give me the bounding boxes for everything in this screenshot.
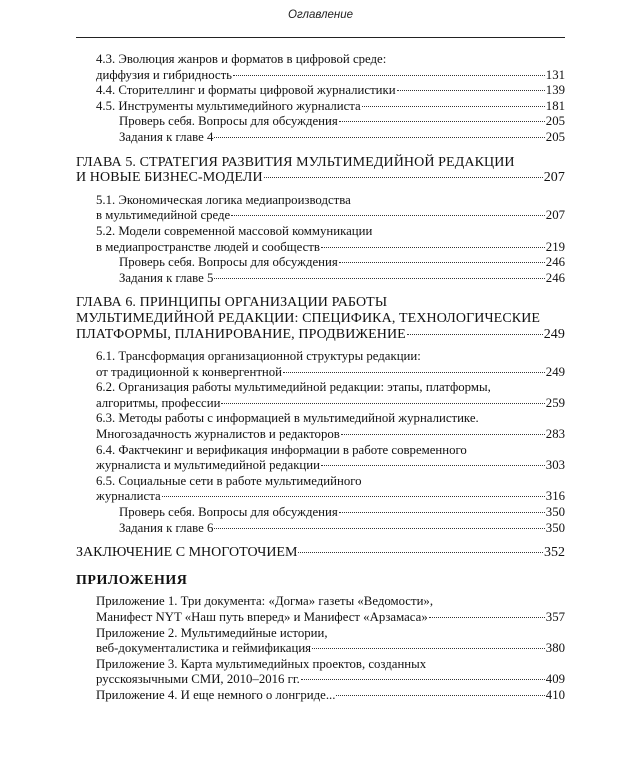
- page-number: 207: [545, 208, 565, 223]
- entry-title-line: журналиста: [96, 489, 161, 504]
- toc-section[interactable]: [76, 349, 565, 380]
- entry-title-line: Проверь себя. Вопросы для обсуждения: [119, 505, 338, 520]
- page-number: 352: [544, 545, 565, 561]
- dot-leader: [162, 496, 545, 497]
- toc-appendix-item[interactable]: [76, 626, 565, 657]
- page-number: 181: [545, 98, 565, 113]
- dot-leader: [221, 403, 544, 404]
- dot-leader: [341, 434, 545, 435]
- page-number: 380: [545, 641, 565, 656]
- toc-subsection[interactable]: [76, 521, 565, 537]
- page-number: 259: [545, 395, 565, 410]
- entry-title-line: ГЛАВА 5. СТРАТЕГИЯ РАЗВИТИЯ МУЛЬТИМЕДИЙНОЙ РЕДАКЦИИ: [76, 154, 515, 170]
- toc-section[interactable]: [76, 443, 565, 474]
- toc-section[interactable]: [76, 99, 565, 115]
- page-number: 410: [545, 687, 565, 702]
- page-number: 246: [545, 255, 565, 270]
- entry-title-line: Приложение 4. И еще немного о лонгриде...: [96, 687, 336, 702]
- toc-appendix-item[interactable]: [76, 657, 565, 688]
- entry-title-line: 4.3. Эволюция жанров и форматов в цифровой среде:: [96, 52, 387, 66]
- dot-leader: [283, 372, 545, 373]
- page-number: 350: [545, 520, 565, 535]
- entry-title-line: Проверь себя. Вопросы для обсуждения: [119, 255, 338, 270]
- page-number: 205: [545, 129, 565, 144]
- table-of-contents: [76, 52, 565, 704]
- entry-title-line: диффузия и гибридность: [96, 67, 233, 82]
- toc-subsection[interactable]: [76, 114, 565, 130]
- dot-leader: [321, 247, 545, 248]
- page-number: 139: [545, 83, 565, 98]
- dot-leader: [312, 648, 545, 649]
- entry-title-line: 4.4. Сторителлинг и форматы цифровой журналистики: [96, 83, 396, 98]
- header-rule: [76, 37, 565, 38]
- page-number: 409: [545, 672, 565, 687]
- toc-section[interactable]: [76, 193, 565, 224]
- dot-leader: [362, 106, 545, 107]
- page-number: 350: [545, 505, 565, 520]
- entry-title-line: 6.3. Методы работы с информацией в мультимедийной журналистике.: [96, 411, 479, 426]
- entry-title-line: Многозадачность журналистов и редакторов: [96, 427, 340, 442]
- entry-title-line: 5.2. Модели современной массовой коммуникации: [96, 223, 373, 238]
- entry-title-line: 6.2. Организация работы мультимедийной редакции: этапы, платформы,: [96, 380, 491, 395]
- entry-title-line: ПЛАТФОРМЫ, ПЛАНИРОВАНИЕ, ПРОДВИЖЕНИЕ: [76, 326, 406, 342]
- entry-title-line: журналиста и мультимедийной редакции: [96, 458, 320, 473]
- entry-title-line: ГЛАВА 6. ПРИНЦИПЫ ОРГАНИЗАЦИИ РАБОТЫ: [76, 295, 388, 311]
- dot-leader: [336, 695, 544, 696]
- page-number: 249: [545, 364, 565, 379]
- entry-title-line: 5.1. Экономическая логика медиапроизводства: [96, 192, 351, 207]
- entry-title-line: русскоязычными СМИ, 2010–2016 гг.: [96, 672, 300, 687]
- toc-section[interactable]: [76, 224, 565, 255]
- toc-conclusion[interactable]: [76, 545, 565, 561]
- toc-section[interactable]: [76, 411, 565, 442]
- page-number: 219: [545, 239, 565, 254]
- entry-title-line: веб-документалистика и геймификация: [96, 641, 312, 656]
- toc-chapter[interactable]: [76, 155, 565, 186]
- entry-title-line: Приложение 2. Мультимедийные истории,: [96, 625, 328, 640]
- entry-title-line: Приложение 3. Карта мультимедийных проектов, созданных: [96, 656, 427, 671]
- toc-subsection[interactable]: [76, 255, 565, 271]
- entry-title-line: Задания к главе 6: [119, 520, 214, 535]
- entry-title-line: ЗАКЛЮЧЕНИЕ С МНОГОТОЧИЕМ: [76, 545, 298, 561]
- entry-title-line: Проверь себя. Вопросы для обсуждения: [119, 114, 338, 129]
- entry-title-line: Задания к главе 5: [119, 270, 214, 285]
- toc-section[interactable]: [76, 52, 565, 83]
- dot-leader: [301, 679, 545, 680]
- page-number: 283: [545, 427, 565, 442]
- running-header: Оглавление: [288, 9, 353, 21]
- dot-leader: [339, 262, 545, 263]
- toc-subsection[interactable]: [76, 271, 565, 287]
- dot-leader: [214, 137, 544, 138]
- dot-leader: [407, 334, 543, 335]
- entry-title-line: в медиапространстве людей и сообществ: [96, 239, 320, 254]
- dot-leader: [264, 177, 543, 178]
- dot-leader: [233, 75, 545, 76]
- entry-title-line: в мультимедийной среде: [96, 208, 231, 223]
- entry-title-line: Приложение 1. Три документа: «Догма» газеты «Ведомости»,: [96, 594, 434, 609]
- toc-section[interactable]: [76, 380, 565, 411]
- dot-leader: [321, 465, 545, 466]
- entry-title-line: 6.1. Трансформация организационной структуры редакции:: [96, 349, 421, 364]
- dot-leader: [339, 121, 545, 122]
- toc-subsection[interactable]: [76, 130, 565, 146]
- entry-title-line: от традиционной к конвергентной: [96, 364, 283, 379]
- page-number: 316: [545, 489, 565, 504]
- entry-title-line: МУЛЬТИМЕДИЙНОЙ РЕДАКЦИИ: СПЕЦИФИКА, ТЕХНОЛОГИЧЕСКИЕ: [76, 310, 541, 326]
- entry-title-line: алгоритмы, профессии: [96, 395, 221, 410]
- dot-leader: [397, 90, 545, 91]
- entry-title-line: Задания к главе 4: [119, 129, 214, 144]
- dot-leader: [231, 215, 545, 216]
- entry-title-line: 6.5. Социальные сети в работе мультимедийного: [96, 473, 362, 488]
- page-number: 207: [543, 170, 565, 186]
- dot-leader: [339, 512, 545, 513]
- dot-leader: [298, 552, 543, 553]
- entry-title-line: 4.5. Инструменты мультимедийного журналиста: [96, 98, 361, 113]
- page-number: 205: [545, 114, 565, 129]
- entry-title-line: И НОВЫЕ БИЗНЕС-МОДЕЛИ: [76, 170, 263, 186]
- page-number: 303: [545, 458, 565, 473]
- page-number: 357: [545, 610, 565, 624]
- appendix-heading: ПРИЛОЖЕНИЯ: [76, 572, 188, 588]
- page-number: 249: [543, 326, 565, 342]
- dot-leader: [214, 528, 544, 529]
- toc-section[interactable]: [76, 83, 565, 99]
- entry-title-line: Манифест NYT «Наш путь вперед» и Манифест «Арзамаса»: [96, 610, 428, 624]
- toc-section[interactable]: [76, 474, 565, 505]
- page-number: 131: [545, 67, 565, 82]
- dot-leader: [214, 278, 544, 279]
- toc-chapter[interactable]: [76, 295, 565, 342]
- toc-subsection[interactable]: [76, 505, 565, 521]
- dot-leader: [429, 617, 545, 618]
- toc-appendix-item[interactable]: [76, 688, 565, 704]
- entry-title-line: 6.4. Фактчекинг и верификация информации в работе современного: [96, 442, 467, 457]
- toc-appendix-item[interactable]: [76, 594, 565, 625]
- page-number: 246: [545, 270, 565, 285]
